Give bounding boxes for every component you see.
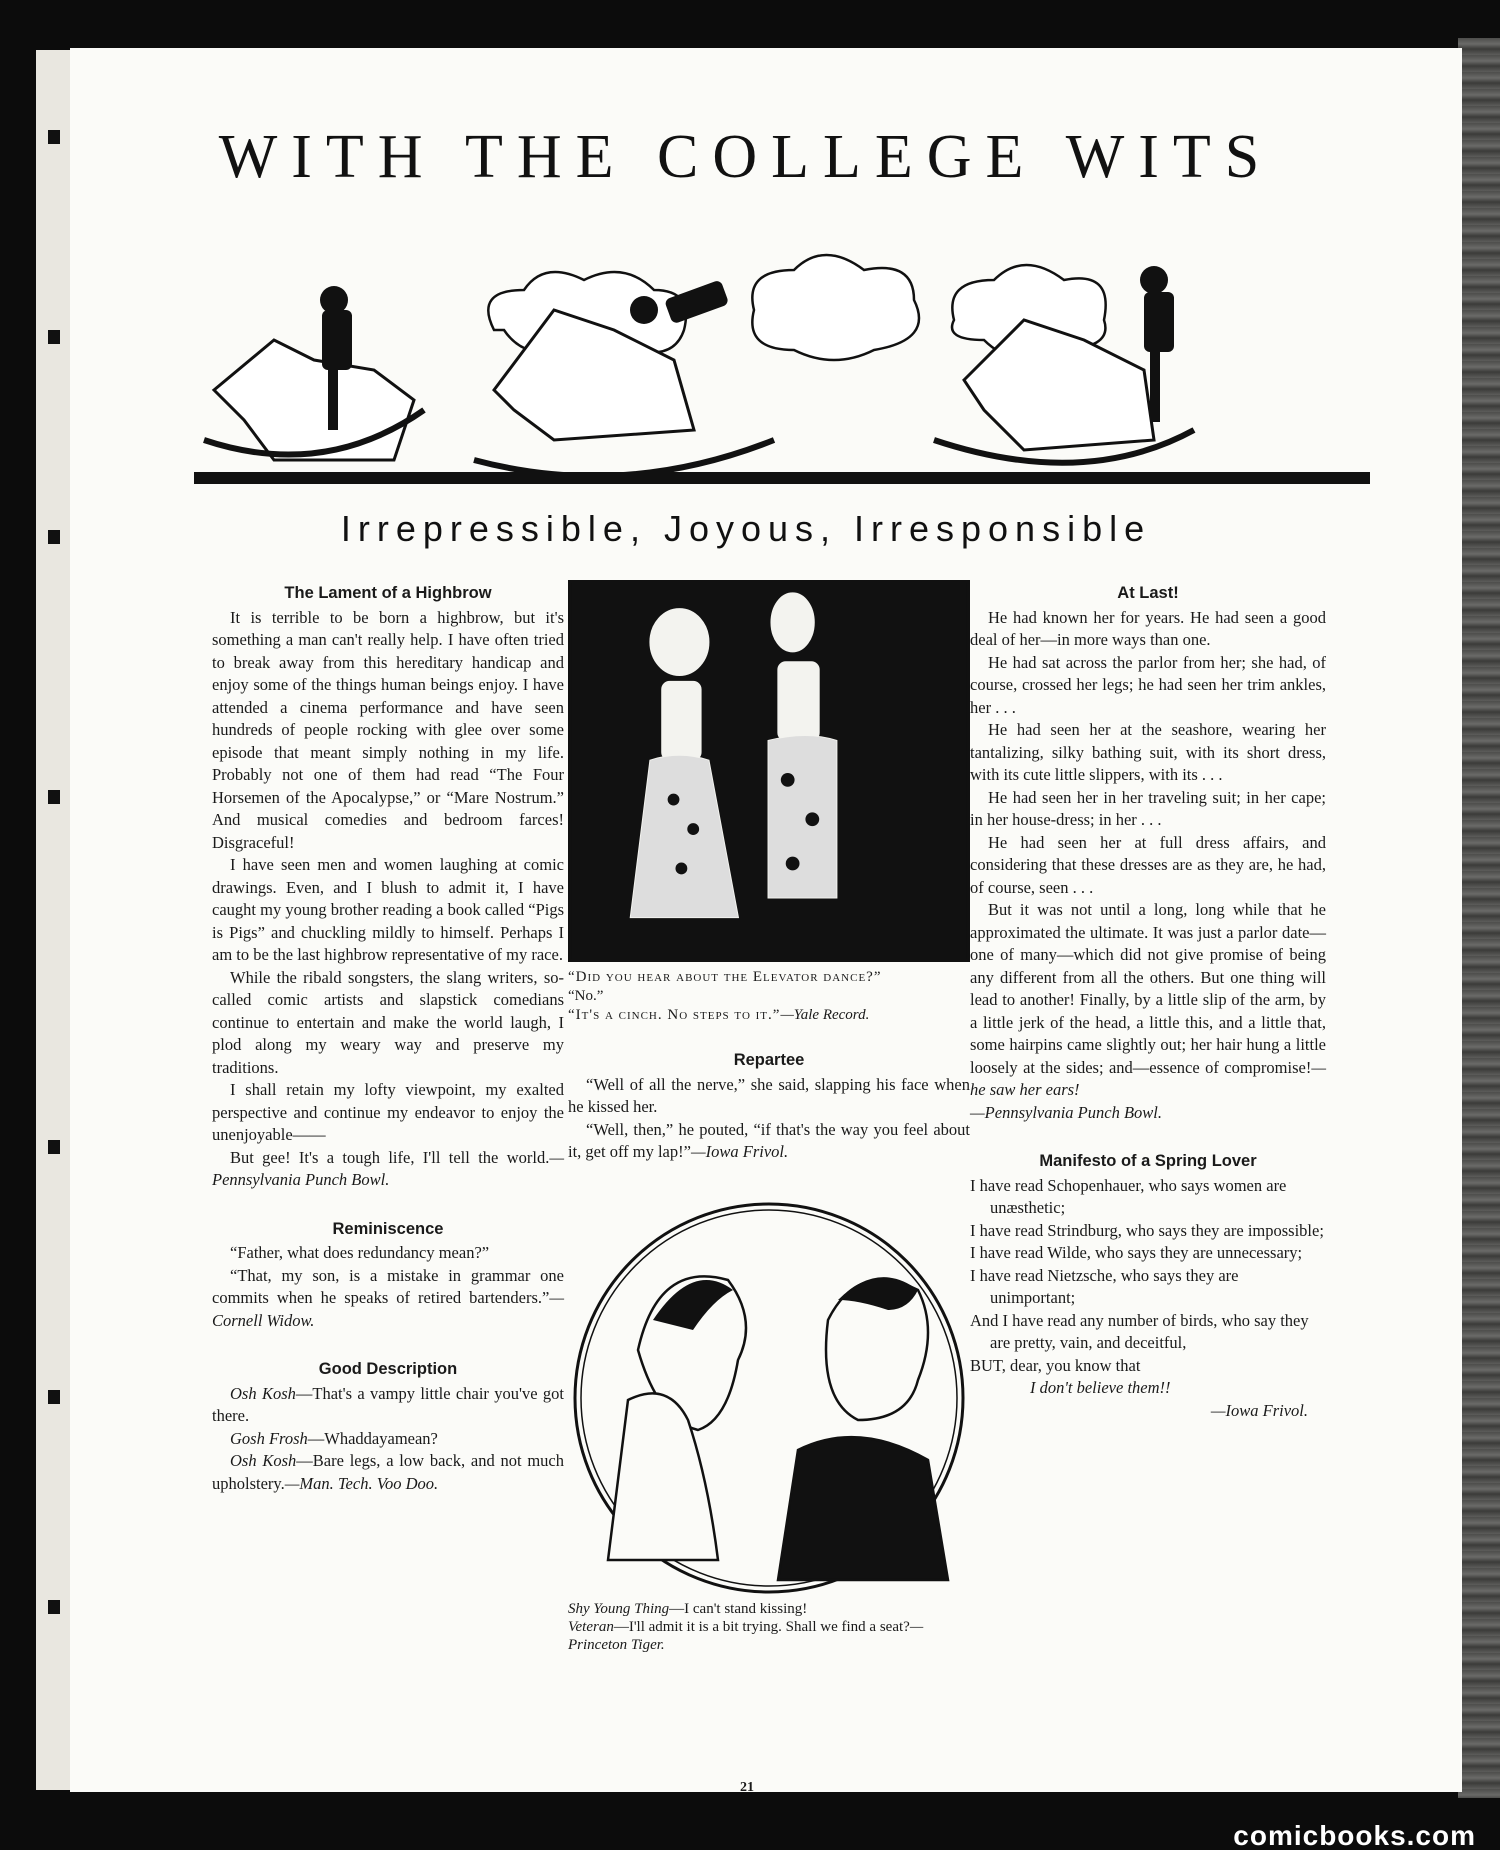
paragraph: I have seen men and women laughing at comic drawings. Even, and I blush to admit it, I have caught my young brother reading a book called “Pigs is Pigs” and chuckling mildly to himself. Perhaps I am to be the last highbrow representative of my race. bbox=[212, 855, 564, 964]
paragraph: “Father, what does redundancy mean?” bbox=[230, 1243, 490, 1262]
attribution: —Man. Tech. Voo Doo. bbox=[284, 1473, 439, 1493]
paragraph bbox=[212, 1265, 564, 1333]
caption-line: “It's a cinch. No steps to it.” bbox=[568, 1007, 781, 1023]
binding-mark bbox=[48, 530, 60, 544]
paragraph-text: “Well, then,” he pouted, “if that's the way you feel about it, get off my lap!” bbox=[568, 1119, 970, 1161]
middle-column bbox=[568, 580, 970, 1654]
line-text: —Bare legs, a low back, and not much upholstery. bbox=[212, 1451, 564, 1493]
paragraph: He had seen her in her traveling suit; in her cape; in her house-dress; in her . . . bbox=[970, 787, 1326, 829]
verse-line: I have read Nietzsche, who says they are unimportant; bbox=[970, 1265, 1239, 1307]
subtitle: Irrepressible, Joyous, Irresponsible bbox=[340, 508, 1152, 549]
punchline: —he saw her ears! bbox=[970, 1057, 1326, 1099]
article-heading: Manifesto of a Spring Lover bbox=[1039, 1152, 1257, 1170]
paragraph: “Well of all the nerve,” she said, slapping his face when he kissed her. bbox=[568, 1074, 970, 1116]
binding-mark bbox=[48, 1390, 60, 1404]
speaker: Veteran bbox=[568, 1618, 614, 1635]
verse-line: BUT, dear, you know that bbox=[970, 1355, 1141, 1375]
speaker: Osh Kosh bbox=[230, 1451, 297, 1470]
line-text: —That's a vampy little chair you've got there. bbox=[212, 1383, 564, 1425]
paragraph-text: “That, my son, is a mistake in grammar one commits when he speaks of retired bartenders.” bbox=[212, 1265, 564, 1307]
dancing-flappers-illustration bbox=[568, 580, 970, 962]
paragraph: He had sat across the parlor from her; she had, of course, crossed her legs; he had seen her trim ankles, her . . . bbox=[970, 652, 1326, 717]
article-heading: At Last! bbox=[1117, 584, 1179, 602]
speaker: Osh Kosh bbox=[230, 1383, 296, 1403]
paragraph-text: But it was not until a long, long while that he approximated the ultimate. It was just a parlor date—one of many—which did not give promise of being any different from all the others. But one thing will lead to another! Finally, by a little slip of the arm, by a little jerk of the head, a little this, and a little that, some hairpins came slightly out; her hair hung a little loosely at the sides; and—essence of compromise! bbox=[970, 900, 1326, 1077]
dialogue-line bbox=[212, 1428, 564, 1451]
caption-line: —I can't stand kissing! bbox=[669, 1600, 808, 1617]
article-heading: The Lament of a Highbrow bbox=[284, 584, 492, 602]
caption-line: —I'll admit it is a bit trying. Shall we find a seat? bbox=[613, 1618, 910, 1635]
article-heading: Repartee bbox=[733, 1051, 805, 1069]
illustration-caption bbox=[568, 1600, 970, 1654]
binding-mark bbox=[48, 790, 60, 804]
dialogue-line bbox=[212, 1383, 564, 1428]
verse-line: I have read Strindburg, who says they are impossible; bbox=[970, 1220, 1324, 1240]
binding-mark bbox=[48, 130, 60, 144]
paragraph bbox=[212, 1147, 564, 1192]
paragraph: He had seen her at full dress affairs, and considering that these dresses are as they are, he had, of course, seen . . . bbox=[970, 832, 1326, 897]
attribution: —Cornell Widow. bbox=[212, 1288, 564, 1330]
attribution: —Princeton Tiger. bbox=[568, 1618, 924, 1653]
paragraph: He had seen her at the seashore, wearing her tantalizing, silky bathing suit, with its short dress, with its cute little slippers, with its . . . bbox=[970, 720, 1326, 784]
binding-mark bbox=[48, 1600, 60, 1614]
masthead: WITH THE COLLEGE WITS bbox=[218, 123, 1274, 191]
speaker: Gosh Frosh bbox=[230, 1428, 308, 1448]
book-spine bbox=[36, 50, 72, 1790]
attribution: —Yale Record. bbox=[780, 1007, 870, 1023]
paragraph bbox=[568, 1119, 970, 1164]
attribution: —Iowa Frivol. bbox=[1210, 1400, 1308, 1420]
attribution: —Pennsylvania Punch Bowl. bbox=[970, 1102, 1163, 1122]
verse-line: I have read Wilde, who says they are unnecessary; bbox=[970, 1243, 1303, 1262]
paragraph: I shall retain my lofty viewpoint, my exalted perspective and continue my endeavor to enjoy the unenjoyable—— bbox=[212, 1080, 564, 1144]
article-heading: Good Description bbox=[318, 1360, 458, 1378]
left-column bbox=[212, 582, 564, 1495]
binding-mark bbox=[48, 330, 60, 344]
line-text: —Whaddayamean? bbox=[307, 1428, 438, 1448]
binding-mark bbox=[48, 1140, 60, 1154]
verse-closing: I don't believe them!! bbox=[1030, 1378, 1171, 1397]
verse-line: I have read Schopenhauer, who says women are unæsthetic; bbox=[970, 1175, 1287, 1217]
speaker: Shy Young Thing bbox=[568, 1600, 670, 1617]
illustration-caption bbox=[568, 968, 970, 1025]
verse-line: And I have read any number of birds, who say they are pretty, vain, and deceitful, bbox=[970, 1310, 1309, 1352]
watermark: comicbooks.com bbox=[1233, 1820, 1476, 1850]
paragraph: While the ribald songsters, the slang writers, so-called comic artists and slapstick comedians continue to entertain and make the world laugh, I plod along my weary way and preserve my traditions. bbox=[212, 967, 564, 1077]
attribution: —Pennsylvania Punch Bowl. bbox=[212, 1147, 564, 1189]
paragraph-text: But gee! It's a tough life, I'll tell the world. bbox=[230, 1147, 550, 1167]
couple-portrait-illustration bbox=[568, 1200, 970, 1596]
page-edges bbox=[1458, 38, 1500, 1798]
repartee-article bbox=[568, 1049, 970, 1164]
page-number: 21 bbox=[740, 1780, 754, 1795]
rocking-horse-banner-illustration bbox=[194, 240, 1370, 500]
caption-line: “No.” bbox=[568, 988, 604, 1004]
paragraph: He had known her for years. He had seen a good deal of her—in more ways than one. bbox=[970, 607, 1326, 649]
caption-line: “Did you hear about the Elevator dance?” bbox=[568, 969, 882, 985]
paragraph bbox=[970, 899, 1326, 1102]
attribution: —Iowa Frivol. bbox=[690, 1142, 789, 1161]
dialogue-line bbox=[212, 1450, 564, 1495]
article-heading: Reminiscence bbox=[332, 1219, 444, 1238]
right-column bbox=[970, 582, 1326, 1422]
paragraph: It is terrible to be born a highbrow, but it's something a man can't really help. I have often tried to break away from this hereditary handicap and enjoy some of the things human beings enjoy. I have attended a cinema performance and have seen hundreds of people rocking with glee over some episode that meant simply nothing in my life. Probably not one of them had read “The Four Horsemen of the Apocalypse,” or “Mare Nostrum.” And musical comedies and bedroom farces! Disgraceful! bbox=[212, 607, 564, 852]
